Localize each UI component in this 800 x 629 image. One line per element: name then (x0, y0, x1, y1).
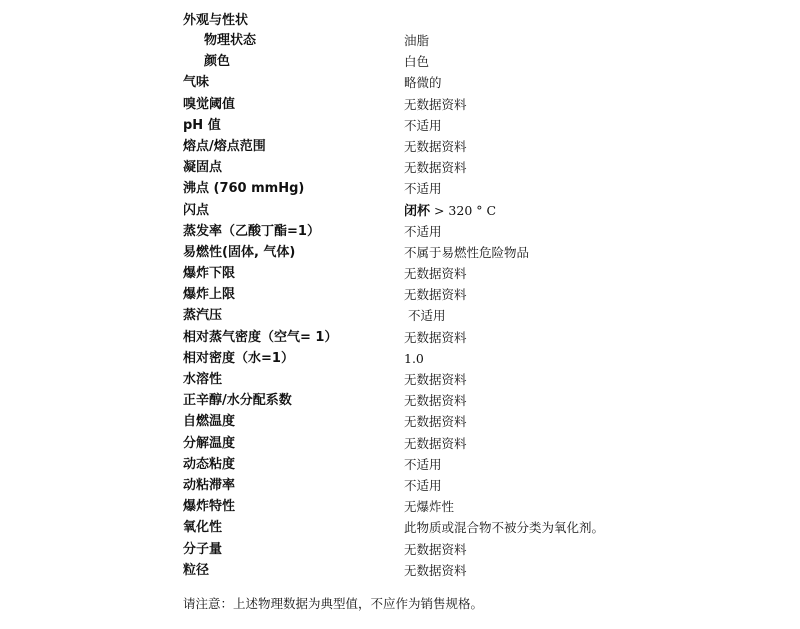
property-label: 物理状态 (204, 33, 257, 48)
property-value: 不适用 (404, 308, 446, 324)
property-label: 动态粘度 (183, 456, 236, 472)
property-value (404, 200, 496, 222)
property-label: 蒸汽压 (183, 308, 223, 324)
property-value: 不适用 (404, 223, 442, 239)
property-value: 不适用 (404, 181, 442, 197)
property-row (0, 221, 800, 242)
property-label: 熔点/熔点范围 (183, 138, 266, 154)
property-value: 无数据资料 (404, 562, 467, 578)
property-value: 此物质或混合物不被分类为氧化剂。 (404, 520, 605, 536)
property-label: 气味 (183, 75, 210, 91)
property-row (0, 560, 800, 581)
property-value: 无数据资料 (404, 393, 467, 409)
property-label: 凝固点 (183, 160, 223, 176)
property-label: 正辛醇/水分配系数 (183, 393, 292, 409)
property-value: 无爆炸性 (404, 499, 455, 515)
property-value: 不适用 (404, 477, 442, 493)
property-row (0, 305, 800, 326)
property-value: 不属于易燃性危险物品 (404, 244, 530, 260)
property-row (0, 517, 800, 538)
property-value: 不适用 (404, 456, 442, 472)
property-value: 无数据资料 (404, 414, 467, 430)
property-value: 1.0 (404, 350, 424, 366)
property-label: pH 值 (183, 117, 221, 133)
property-row (0, 178, 800, 199)
property-row (0, 115, 800, 136)
property-label: 易燃性(固体, 气体) (183, 244, 296, 260)
property-label: 沸点 (760 mmHg) (183, 181, 305, 197)
property-value-qualifier: 闭杯 (404, 203, 431, 219)
property-row (0, 284, 800, 305)
section-title: 外观与性状 (183, 13, 249, 28)
property-value: 油脂 (404, 33, 430, 48)
property-label: 相对蒸气密度（空气= 1） (183, 329, 338, 345)
property-label: 粒径 (183, 562, 210, 578)
property-label: 蒸发率（乙酸丁酯=1） (183, 223, 320, 239)
property-label: 爆炸特性 (183, 499, 236, 515)
property-value: 无数据资料 (404, 329, 467, 345)
property-label: 氧化性 (183, 520, 223, 536)
property-row (0, 411, 800, 432)
property-value: 无数据资料 (404, 160, 467, 176)
property-list (0, 30, 800, 581)
property-row (0, 136, 800, 157)
property-value: 无数据资料 (404, 266, 467, 282)
property-row (0, 348, 800, 369)
property-row (0, 475, 800, 496)
property-value: 无数据资料 (404, 435, 467, 451)
property-label: 自燃温度 (183, 414, 236, 430)
property-value: 白色 (404, 54, 430, 70)
property-row (0, 94, 800, 115)
property-row (0, 496, 800, 517)
property-row (0, 30, 800, 51)
property-row (0, 454, 800, 475)
property-value-text: > 320 ° C (430, 202, 497, 218)
property-label: 嗅觉阈值 (183, 96, 236, 112)
property-row (0, 200, 800, 221)
property-label: 水溶性 (183, 372, 223, 387)
property-row (0, 242, 800, 263)
property-label: 相对密度（水=1） (183, 350, 294, 366)
property-row (0, 72, 800, 93)
property-row (0, 263, 800, 284)
property-value: 不适用 (404, 117, 442, 133)
property-row (0, 433, 800, 454)
property-value: 无数据资料 (404, 96, 467, 112)
footnote: 请注意：上述物理数据为典型值，不应作为销售规格。 (183, 596, 484, 611)
property-label: 爆炸上限 (183, 287, 236, 303)
property-value: 无数据资料 (404, 287, 467, 303)
property-row (0, 390, 800, 411)
property-value: 无数据资料 (404, 541, 467, 557)
property-row (0, 327, 800, 348)
property-value: 无数据资料 (404, 138, 467, 154)
property-label: 爆炸下限 (183, 266, 236, 282)
property-value: 无数据资料 (404, 372, 467, 387)
property-value: 略微的 (404, 75, 442, 91)
property-label: 动粘滞率 (183, 477, 236, 493)
property-label: 颜色 (204, 54, 231, 70)
property-label: 闪点 (183, 202, 210, 218)
property-row (0, 157, 800, 178)
property-row (0, 369, 800, 390)
property-row (0, 539, 800, 560)
property-row (0, 51, 800, 72)
property-label: 分子量 (183, 541, 223, 557)
property-label: 分解温度 (183, 435, 236, 451)
